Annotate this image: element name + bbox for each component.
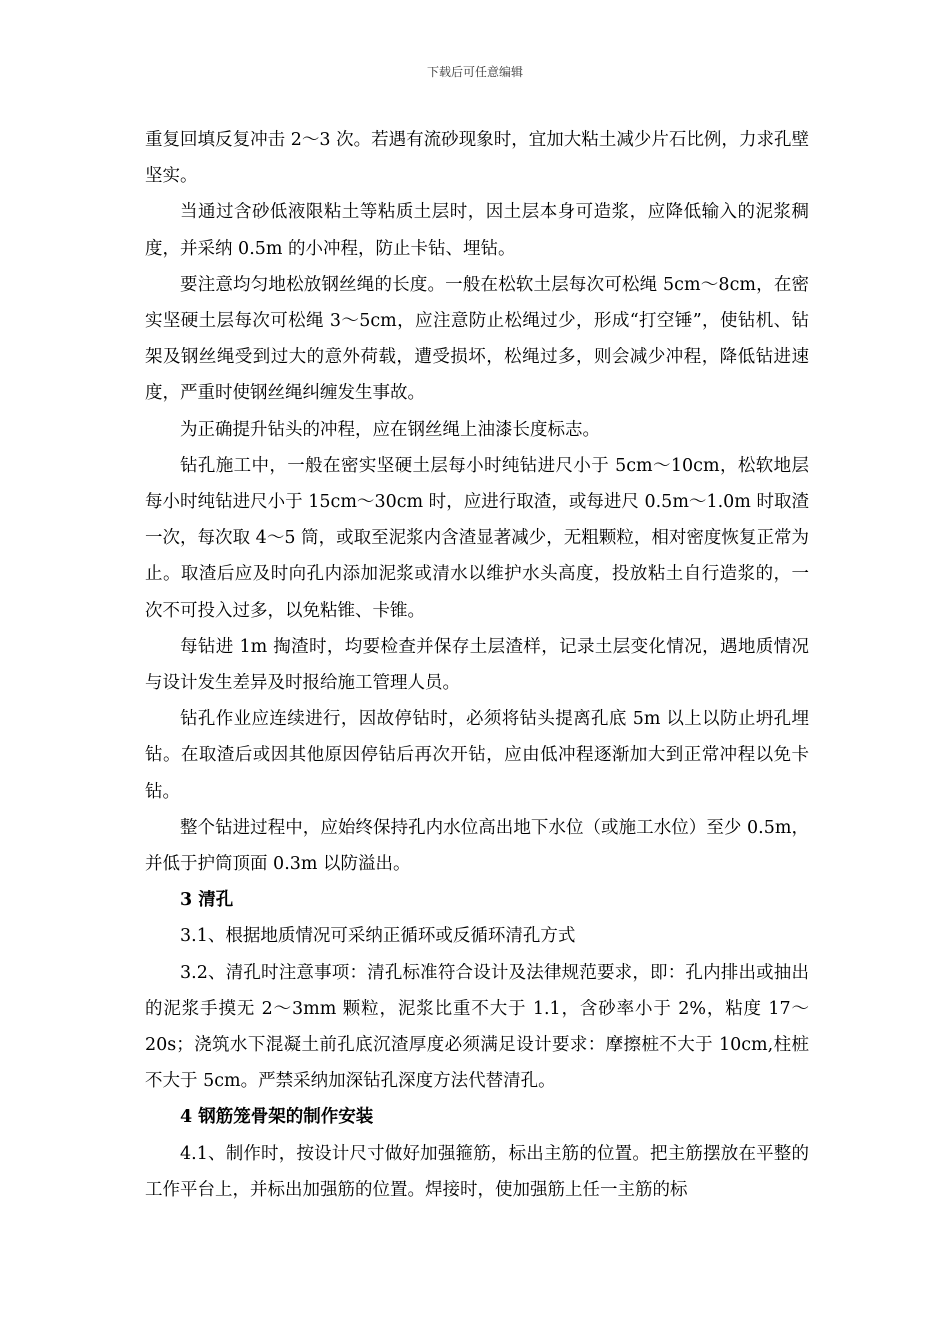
section-heading-4: 4 钢筋笼骨架的制作安装 [180,1107,374,1128]
paragraph-6: 每钻进 1m 掏渣时，均要检查并保存土层渣样，记录土层变化情况，遇地质情况与设计发生差异及时报给施工管理人员。 [145,636,809,694]
paragraph-3-1: 3.1、根据地质情况可采纳正循环或反循环清孔方式 [180,926,576,947]
section-heading-3: 3 清孔 [180,890,234,911]
page-header: 下载后可任意编辑 [426,65,523,79]
paragraph-8: 整个钻进过程中，应始终保持孔内水位高出地下水位（或施工水位）至少 0.5m，并低于护筒顶面 0.3m 以防溢出。 [145,817,809,875]
paragraph-3: 要注意均匀地松放钢丝绳的长度。一般在松软土层每次可松绳 5cm～8cm，在密实坚硬土层每次可松绳 3～5cm，应注意防止松绳过少，形成“打空锤”，使钻机、钻架及钢丝绳受到过大的意外荷载，遭受损坏，松绳过多，则会减少冲程，降低钻进速度，严重时使钢丝绳纠缠发生事故。 [145,274,809,404]
paragraph-4: 为正确提升钻头的冲程，应在钢丝绳上油漆长度标志。 [180,419,600,440]
paragraph-3-2: 3.2、清孔时注意事项：清孔标准符合设计及法律规范要求，即：孔内排出或抽出的泥浆手摸无 2～3mm 颗粒，泥浆比重不大于 1.1，含砂率小于 2%，粘度 17～20s；浇筑水下混凝土前孔底沉渣厚度必须满足设计要求：摩擦桩不大于 10cm,柱桩不大于 5cm。严禁采纳加深钻孔深度方法代替清孔。 [145,962,809,1092]
paragraph-1: 重复回填反复冲击 2～3 次。若遇有流砂现象时，宜加大粘土减少片石比例，力求孔壁坚实。 [145,130,809,187]
paragraph-4-1: 4.1、制作时，按设计尺寸做好加强箍筋，标出主筋的位置。把主筋摆放在平整的工作平台上，并标出加强筋的位置。焊接时，使加强筋上任一主筋的标 [145,1143,809,1200]
paragraph-5: 钻孔施工中，一般在密实坚硬土层每小时纯钻进尺小于 5cm～10cm，松软地层每小时纯钻进尺小于 15cm～30cm 时，应进行取渣，或每进尺 0.5m～1.0m 时取渣一次，每次取 4～5 筒，或取至泥浆内含渣显著减少，无粗颗粒，相对密度恢复正常为止。取渣后应及时向孔内添加泥浆或清水以维护水头高度，投放粘土自行造浆的，一次不可投入过多，以免粘锥、卡锥。 [145,455,809,621]
paragraph-2: 当通过含砂低液限粘土等粘质土层时，因土层本身可造浆，应降低输入的泥浆稠度，并采纳 0.5m 的小冲程，防止卡钻、埋钻。 [145,202,809,259]
document-body [145,122,809,1208]
paragraph-7: 钻孔作业应连续进行，因故停钻时，必须将钻头提离孔底 5m 以上以防止坍孔埋钻。在取渣后或因其他原因停钻后再次开钻，应由低冲程逐渐加大到正常冲程以免卡钻。 [145,709,809,802]
